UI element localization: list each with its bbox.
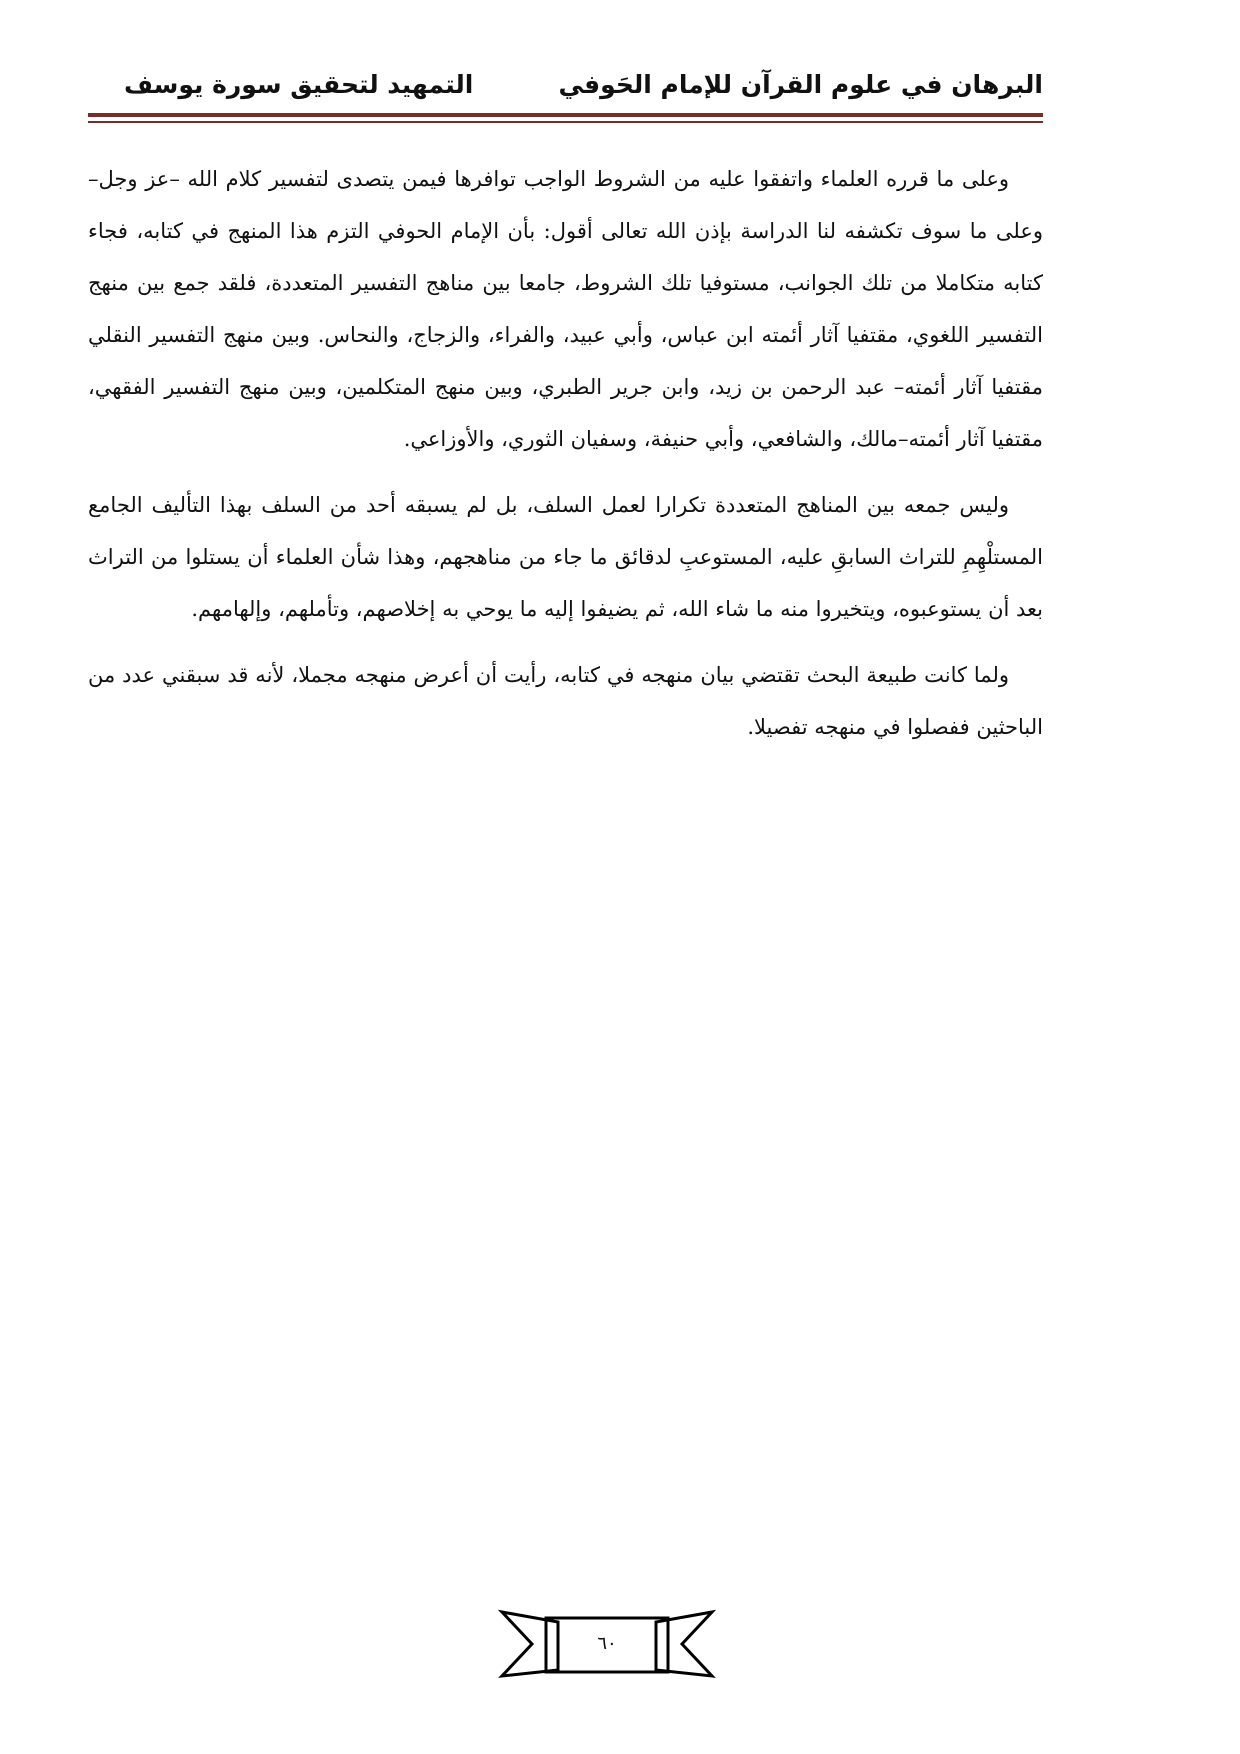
running-header bbox=[88, 70, 1043, 110]
paragraph: ولما كانت طبيعة البحث تقتضي بيان منهجه في كتابه، رأيت أن أعرض منهجه مجملا، لأنه قد سبقني عدد من الباحثين ففصلوا في منهجه تفصيلا. bbox=[88, 663, 1043, 739]
paragraph: وليس جمعه بين المناهج المتعددة تكرارا لعمل السلف، بل لم يسبقه أحد من السلف بهذا التأليف الجامع المستلْهِمِ للتراث السابقِ عليه، المستوعبِ لدقائق ما جاء من مناهجهم، وهذا شأن العلماء أن يستلوا من التراث بعد أن يستوعبوه، ويتخيروا منه ما شاء الله، ثم يضيفوا إليه ما يوحي به إخلاصهم، وتأملهم، وإلهامهم. bbox=[88, 493, 1043, 621]
page-number: ٦٠ bbox=[597, 1632, 617, 1654]
header-rule-thick bbox=[88, 113, 1043, 117]
header-rule-thin bbox=[88, 121, 1043, 123]
section-title: التمهيد لتحقيق سورة يوسف bbox=[124, 70, 474, 99]
body-text bbox=[88, 153, 1043, 753]
page-number-ribbon bbox=[496, 1604, 718, 1682]
book-title: البرهان في علوم القرآن للإمام الحَوفي bbox=[558, 70, 1043, 99]
paragraph: وعلى ما قرره العلماء واتفقوا عليه من الشروط الواجب توافرها فيمن يتصدى لتفسير كلام الله –عز وجل– وعلى ما سوف تكشفه لنا الدراسة بإذن الله تعالى أقول: بأن الإمام الحوفي التزم هذا المنهج في كتابه، فجاء كتابه متكاملا من تلك الجوانب، مستوفيا تلك الشروط، جامعا بين مناهج التفسير المتعددة، فلقد جمع بين منهج التفسير اللغوي، مقتفيا آثار أئمته ابن عباس، وأبي عبيد، والفراء، والزجاج، والنحاس. وبين منهج التفسير النقلي مقتفيا آثار أئمته– عبد الرحمن بن زيد، وابن جرير الطبري، وبين منهج المتكلمين، وبين منهج التفسير الفقهي، مقتفيا آثار أئمته–مالك، والشافعي، وأبي حنيفة، وسفيان الثوري، والأوزاعي. bbox=[88, 167, 1043, 451]
